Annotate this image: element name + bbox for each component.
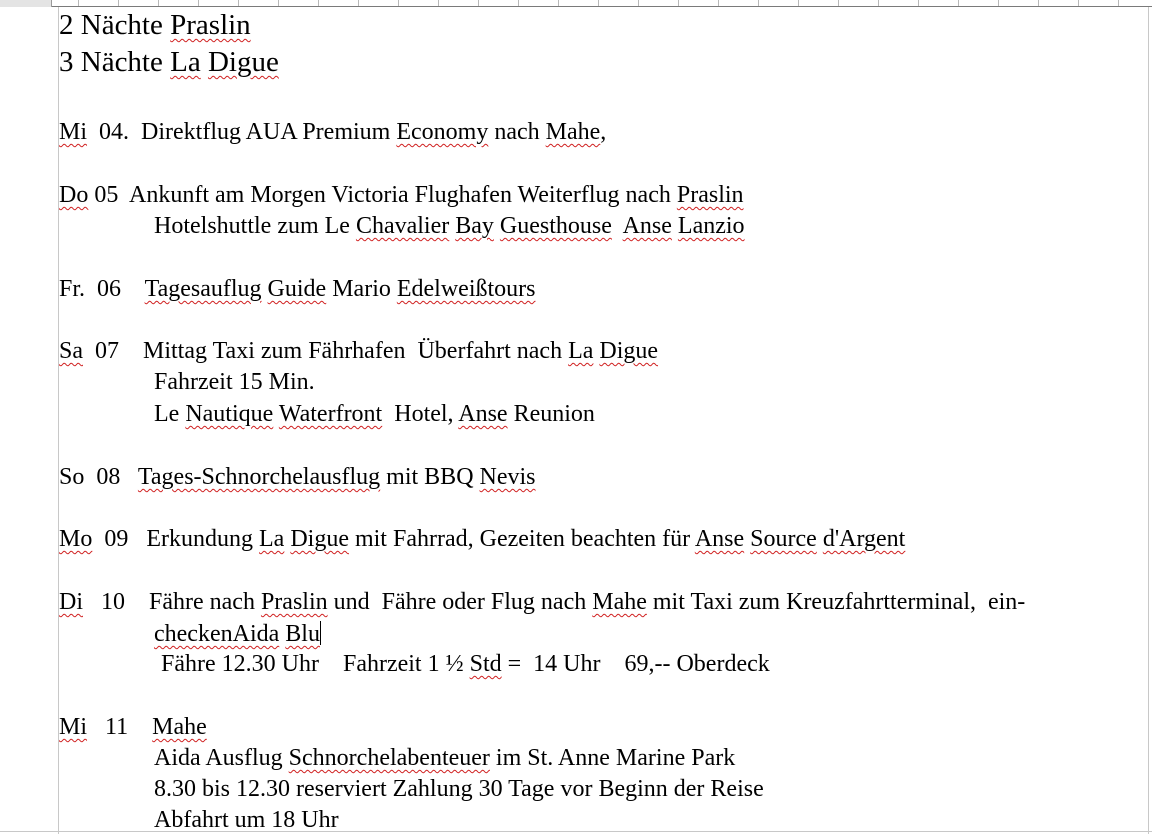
- line-text: mit Taxi zum Kreuzfahrtterminal, ein-: [646, 589, 1026, 615]
- spell-flagged-word: Economy: [396, 119, 489, 145]
- spell-flagged-word: Blu: [285, 621, 320, 647]
- line-text: mit Fahrrad, Gezeiten beachten für: [348, 526, 695, 552]
- spell-flagged-word: Guesthouse: [499, 213, 612, 239]
- line-text: Hotel,: [382, 401, 459, 427]
- spell-flagged-word: Bay: [455, 213, 494, 239]
- itinerary-line-di10: [59, 590, 1025, 614]
- line-text: Mario: [326, 276, 397, 302]
- line-text: 05 Ankunft am Morgen Victoria Flughafen Weiterflug nach: [88, 182, 677, 208]
- line-text: Fähre 12.30 Uhr Fahrzeit 1 ½: [161, 651, 470, 677]
- spell-flagged-word: Praslin: [260, 589, 328, 615]
- spell-flagged-word: Digue: [599, 338, 659, 364]
- right-margin-guide: [1148, 7, 1149, 834]
- spell-flagged-word: checkenAida: [154, 621, 280, 647]
- line-text: Le: [154, 401, 186, 427]
- heading-text: 2 Nächte: [59, 9, 171, 41]
- line-text: Fahrzeit 15 Min.: [154, 369, 315, 395]
- ruler-left-margin-marker[interactable]: [0, 0, 52, 7]
- line-text: Reunion: [507, 401, 595, 427]
- itinerary-line-so08: [59, 465, 536, 489]
- spell-flagged-word: Do: [59, 182, 89, 208]
- itinerary-line-do05: [59, 183, 744, 207]
- spell-flagged-word: Nevis: [479, 464, 536, 490]
- line-text: = 14 Uhr 69,-- Oberdeck: [501, 651, 770, 677]
- line-text: mit BBQ: [380, 464, 480, 490]
- spell-flagged-word: Mi: [59, 714, 88, 740]
- spell-flagged-word: Mahe: [152, 714, 207, 740]
- itinerary-line-mi11: [59, 715, 207, 739]
- spell-flagged-word: Mi: [59, 119, 88, 145]
- line-text: 09 Erkundung: [92, 526, 259, 552]
- horizontal-ruler[interactable]: [0, 0, 1152, 7]
- spell-flagged-word: Anse: [694, 526, 745, 552]
- spell-flagged-word: Waterfront: [278, 401, 383, 427]
- itinerary-line-mi11-reservation: [154, 777, 764, 801]
- line-text: 8.30 bis 12.30 reserviert Zahlung 30 Tage vor Beginn der Reise: [154, 776, 764, 802]
- spell-flagged-word: Sa: [59, 338, 83, 364]
- spell-flagged-word: Tagesauflug: [144, 276, 262, 302]
- itinerary-line-sa07: [59, 339, 658, 363]
- spell-flagged-word: Nautique: [185, 401, 274, 427]
- spell-flagged-word: Praslin: [676, 182, 744, 208]
- line-text: und Fähre oder Flug nach: [327, 589, 593, 615]
- itinerary-line-sa07-duration: [154, 370, 315, 394]
- spell-flagged-word: La: [170, 46, 201, 78]
- line-text: 11: [87, 714, 153, 740]
- line-text: So 08: [59, 464, 138, 490]
- spell-flagged-word: Mo: [59, 526, 93, 552]
- heading-praslin-nights: [59, 11, 251, 40]
- spell-flagged-word: Guide: [267, 276, 327, 302]
- itinerary-line-mi11-excursion: [154, 746, 735, 770]
- spell-flagged-word: Lanzio: [677, 213, 745, 239]
- spell-flagged-word: Tages-Schnorchelausflug: [137, 464, 381, 490]
- heading-text: [201, 46, 208, 78]
- itinerary-line-sa07-hotel: [154, 402, 595, 426]
- spell-flagged-word: Edelweißtours: [396, 276, 536, 302]
- line-text: ,: [600, 119, 607, 145]
- line-text: 07 Mittag Taxi zum Fährhafen Überfahrt nach: [83, 338, 569, 364]
- spell-flagged-word: Schnorchelabenteuer: [288, 745, 490, 771]
- spell-flagged-word: d'Argent: [822, 526, 906, 552]
- line-text: 04. Direktflug AUA Premium: [87, 119, 397, 145]
- line-text: im St. Anne Marine Park: [489, 745, 736, 771]
- itinerary-line-mo09: [59, 527, 905, 551]
- itinerary-line-do05-hotel: [154, 214, 745, 238]
- line-text: Aida Ausflug: [154, 745, 289, 771]
- spell-flagged-word: Digue: [290, 526, 349, 552]
- spell-flagged-word: Anse: [458, 401, 508, 427]
- line-text: 10 Fähre nach: [83, 589, 261, 615]
- line-text: nach: [488, 119, 546, 145]
- spell-flagged-word: La: [259, 526, 285, 552]
- line-text: Abfahrt um 18 Uhr: [154, 807, 339, 833]
- spell-flagged-word: Di: [59, 589, 83, 615]
- spell-flagged-word: Source: [750, 526, 817, 552]
- spell-flagged-word: Std: [469, 651, 502, 677]
- spell-flagged-word: La: [568, 338, 594, 364]
- heading-text: 3 Nächte: [59, 46, 171, 78]
- itinerary-line-mi04: [59, 120, 606, 144]
- itinerary-line-mi11-departure: [154, 808, 339, 832]
- spell-flagged-word: Mahe: [592, 589, 647, 615]
- line-text: Fr. 06: [59, 276, 145, 302]
- itinerary-line-di10-checkin[interactable]: [154, 621, 321, 646]
- line-text: Hotelshuttle zum Le: [154, 213, 356, 239]
- spell-flagged-word: Praslin: [170, 9, 251, 41]
- text-cursor: [320, 621, 321, 645]
- spell-flagged-word: Mahe: [545, 119, 601, 145]
- heading-la-digue-nights: [59, 48, 279, 77]
- spell-flagged-word: Digue: [207, 46, 279, 78]
- line-text: [612, 213, 623, 239]
- itinerary-line-di10-ferry: [161, 652, 770, 676]
- itinerary-line-fr06: [59, 277, 536, 301]
- spell-flagged-word: Chavalier: [355, 213, 450, 239]
- spell-flagged-word: Anse: [622, 213, 672, 239]
